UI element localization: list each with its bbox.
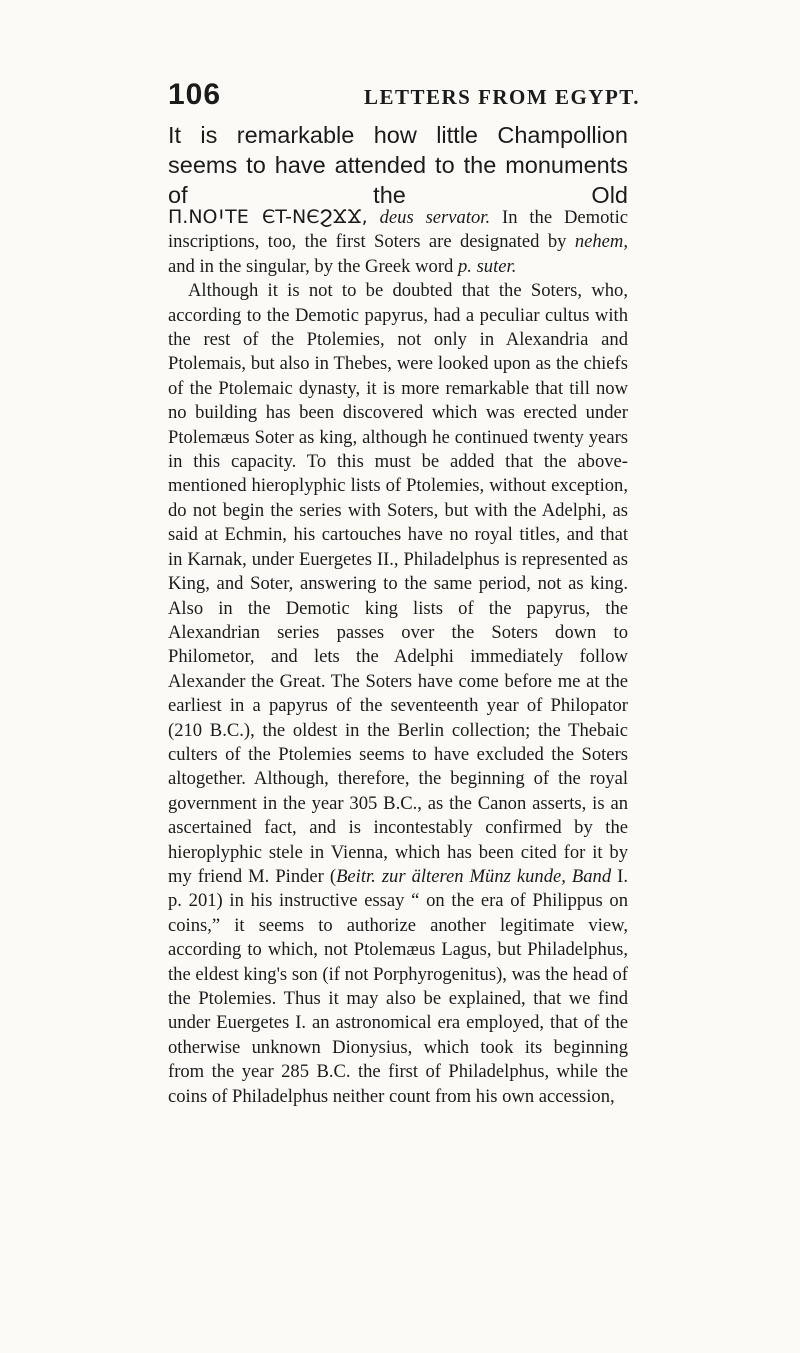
coptic-phrase: П.NOꞋTE ЄT-NЄϨϪϪ, (168, 206, 368, 228)
paragraph-1-text-b: and in the singular, by the Greek word (168, 255, 458, 277)
term-nehem: nehem, (574, 231, 628, 253)
body-text (168, 205, 628, 1109)
paragraph-2 (168, 279, 628, 1109)
latin-gloss: deus servator. (379, 207, 491, 228)
page-number: 106 (168, 78, 222, 111)
citation: Beitr. zur älteren Münz kunde, Band (336, 865, 612, 887)
page-header (168, 78, 640, 112)
paragraph-2-text-a: Although it is not to be doubted that the Soters, who, according to the Demotic papyrus, had a peculiar cultus with the rest of the Ptolemies, not only in Alexandria and Ptolemais, but also in Thebes, were looked upon as the chiefs of the Ptolemaic dynasty, it is more remarkable that till now no building has been discovered which was erected under Ptolemæus Soter as king, although he continued twenty years in this capacity. To this must be added that the above-mentioned hieroplyphic lists of Ptolemies, without exception, do not begin the series with Soters, but with the Adelphi, as said at Echmin, his cartouches have no royal titles, and that in Karnak, under Euergetes II., Philadelphus is represented as King, and Soter, answering to the same period, not as king. Also in the Demotic king lists of the papyrus, the Alexandrian series passes over the Soters down to Philometor, and lets the Adelphi immediately follow Alexander the Great. The Soters have come before me at the earliest in a papyrus of the seventeenth year of Philopator (210 B.C.), the oldest in the Berlin collection; the Thebaic culters of the Ptolemies seems to have excluded the Soters altogether. Although, therefore, the beginning of the royal government in the year 305 B.C., as the Canon asserts, is an ascertained fact, and is incontestably confirmed by the hieroplyphic stele in Vienna, which has been cited for it by my friend M. Pinder ( (168, 280, 628, 887)
term-suter: p. suter. (457, 255, 517, 277)
lead-sentence: It is remarkable how little Champollion seems to have attended to the monuments of the Old (168, 122, 628, 208)
paragraph-1 (168, 205, 628, 279)
running-head: LETTERS FROM EGYPT. (363, 85, 640, 109)
paragraph-2-text-b: I. p. 201) in his instructive essay “ on the era of Philippus on coins,” it seems to authorize another legitimate view, according to which, not Ptolemæus Lagus, but Philadelphus, the eldest king's son (if not Porphyrogenitus), was the head of the Ptolemies. Thus it may also be explained, that we find under Euergetes I. an astronomical era employed, that of the otherwise unknown Dionysius, which took its beginning from the year 285 B.C. the first of Philadelphus, while the coins of Philadelphus neither count from his own accession, (168, 865, 628, 1107)
paragraph-1-text-a: In the Demotic inscriptions, too, the first Soters are designated by (168, 207, 629, 253)
